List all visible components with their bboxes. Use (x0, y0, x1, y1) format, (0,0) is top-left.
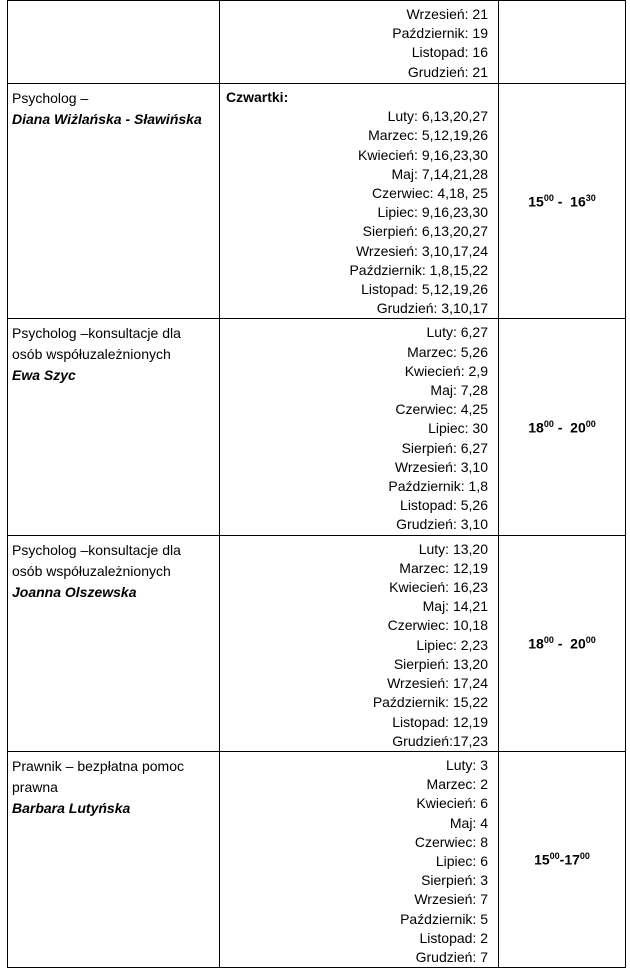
dates-list (220, 536, 498, 751)
date-line: Listopad: 5,26 (400, 497, 488, 514)
date-line: Lipiec: 6 (435, 852, 488, 869)
specialist-cell (8, 319, 220, 535)
date-line: Listopad: 5,12,19,26 (361, 281, 488, 298)
date-line: Grudzień: 21 (407, 63, 488, 80)
hours-cell (499, 319, 626, 535)
hours-to-minutes: 00 (585, 418, 596, 429)
date-line: Sierpień: 13,20 (393, 655, 488, 672)
dates-list (220, 752, 498, 967)
date-line: Listopad: 16 (411, 44, 488, 61)
schedule-row (8, 319, 626, 535)
hours-from: 18 (528, 635, 544, 652)
date-line: Lipiec: 30 (428, 420, 488, 437)
specialist-name: Joanna Olszewska (12, 583, 137, 600)
specialist-name: Diana Wiżlańska - Sławińska (12, 111, 202, 127)
date-line: Czerwiec: 8 (414, 833, 488, 850)
date-line: Luty: 13,20 (418, 540, 488, 557)
date-line: Grudzień: 3,10 (396, 516, 488, 533)
schedule-body (8, 1, 626, 968)
date-line: Wrzesień: 7 (414, 891, 488, 908)
date-line: Październik: 1,8,15,22 (349, 261, 488, 278)
specialist-cell (8, 1, 220, 84)
hours-separator: - (553, 193, 571, 210)
date-line: Grudzień: 7 (415, 948, 488, 965)
schedule-table (7, 0, 626, 968)
dates-cell (220, 84, 499, 319)
date-line: Sierpień: 6,27 (401, 439, 488, 456)
date-line: Kwiecień: 16,23 (389, 579, 488, 596)
hours-to-minutes: 00 (585, 634, 596, 645)
hours-from: 15 (528, 193, 544, 210)
specialist-role-line2: prawna (12, 778, 58, 795)
date-line: Wrzesień: 17,24 (387, 675, 488, 692)
date-line: Kwiecień: 6 (416, 795, 488, 812)
hours-from-minutes: 00 (549, 851, 560, 862)
date-line: Październik: 19 (392, 25, 488, 42)
hours-from-minutes: 00 (543, 192, 554, 203)
specialist-cell (8, 84, 220, 319)
specialist-info (8, 536, 219, 603)
hours-from-minutes: 00 (543, 634, 554, 645)
specialist-info (8, 752, 219, 819)
date-line: Marzec: 5,26 (407, 343, 488, 360)
date-line: Lipiec: 2,23 (416, 636, 488, 653)
dates-list (220, 1, 498, 82)
hours-to: 16 (570, 193, 586, 210)
dates-cell (220, 319, 499, 535)
dates-cell (220, 1, 499, 84)
date-line: Październik: 5 (400, 910, 488, 927)
hours-to: 20 (570, 635, 586, 652)
hours-to-minutes: 00 (579, 851, 590, 862)
specialist-cell (8, 751, 220, 967)
hours-from-minutes: 00 (543, 418, 554, 429)
date-line: Luty: 6,13,20,27 (387, 108, 488, 125)
schedule-row (8, 535, 626, 751)
schedule-row (8, 84, 626, 319)
specialist-role-line2: osób współuzależnionych (12, 346, 171, 363)
hours-from: 18 (528, 419, 544, 436)
specialist-name: Ewa Szyc (12, 367, 76, 384)
date-line: Maj: 7,28 (430, 382, 488, 399)
specialist-name: Barbara Lutyńska (12, 799, 131, 816)
hours-to: 20 (570, 419, 586, 436)
date-line: Grudzień: 3,10,17 (376, 300, 488, 317)
hours-separator: - (553, 419, 571, 436)
date-line: Maj: 4 (449, 814, 488, 831)
specialist-role-line2: osób współuzależnionych (12, 562, 171, 579)
hours-cell (499, 535, 626, 751)
date-line: Maj: 7,14,21,28 (391, 165, 488, 182)
specialist-info (8, 1, 219, 5)
date-line: Luty: 6,27 (426, 324, 488, 341)
date-line: Wrzesień: 3,10 (394, 458, 488, 475)
specialist-role: Prawnik – bezpłatna pomoc (12, 757, 184, 774)
specialist-info (8, 319, 219, 386)
date-line: Czerwiec: 4,25 (395, 401, 488, 418)
date-line: Październik: 1,8 (388, 478, 488, 495)
specialist-role: Psycholog – (12, 90, 89, 106)
date-line: Kwiecień: 2,9 (404, 362, 488, 379)
date-line: Marzec: 2 (426, 776, 488, 793)
hours-from: 15 (534, 851, 550, 868)
date-line: Marzec: 12,19 (399, 559, 488, 576)
hours-to: 17 (564, 851, 580, 868)
date-line: Grudzień:17,23 (392, 732, 488, 749)
hours-separator: - (553, 635, 571, 652)
date-line: Lipiec: 9,16,23,30 (377, 204, 488, 221)
date-line: Maj: 14,21 (422, 598, 488, 615)
hours-cell (499, 751, 626, 967)
dates-list (220, 319, 498, 534)
date-line: Czerwiec: 4,18, 25 (372, 185, 488, 202)
dates-list (220, 84, 498, 318)
schedule-row (8, 751, 626, 967)
date-line: Sierpień: 6,13,20,27 (362, 223, 488, 240)
hours-separator: - (559, 851, 565, 868)
date-line: Październik: 15,22 (372, 694, 488, 711)
hours-cell (499, 1, 626, 84)
schedule-row (8, 1, 626, 84)
date-line: Kwiecień: 9,16,23,30 (358, 146, 488, 163)
specialist-role: Psycholog –konsultacje dla (12, 325, 181, 342)
date-line: Wrzesień: 3,10,17,24 (355, 242, 488, 259)
date-line: Sierpień: 3 (421, 872, 488, 889)
date-line: Marzec: 5,12,19,26 (368, 127, 488, 144)
specialist-info (8, 84, 219, 130)
date-line: Listopad: 2 (419, 929, 488, 946)
hours-to-minutes: 30 (585, 192, 596, 203)
hours-cell (499, 84, 626, 319)
dates-cell (220, 751, 499, 967)
date-line: Listopad: 12,19 (392, 713, 488, 730)
weekday-header: Czwartki: (226, 89, 289, 105)
date-line: Luty: 3 (445, 756, 488, 773)
date-line: Czerwiec: 10,18 (387, 617, 488, 634)
specialist-cell (8, 535, 220, 751)
specialist-role: Psycholog –konsultacje dla (12, 541, 181, 558)
date-line: Wrzesień: 21 (406, 6, 488, 22)
dates-cell (220, 535, 499, 751)
